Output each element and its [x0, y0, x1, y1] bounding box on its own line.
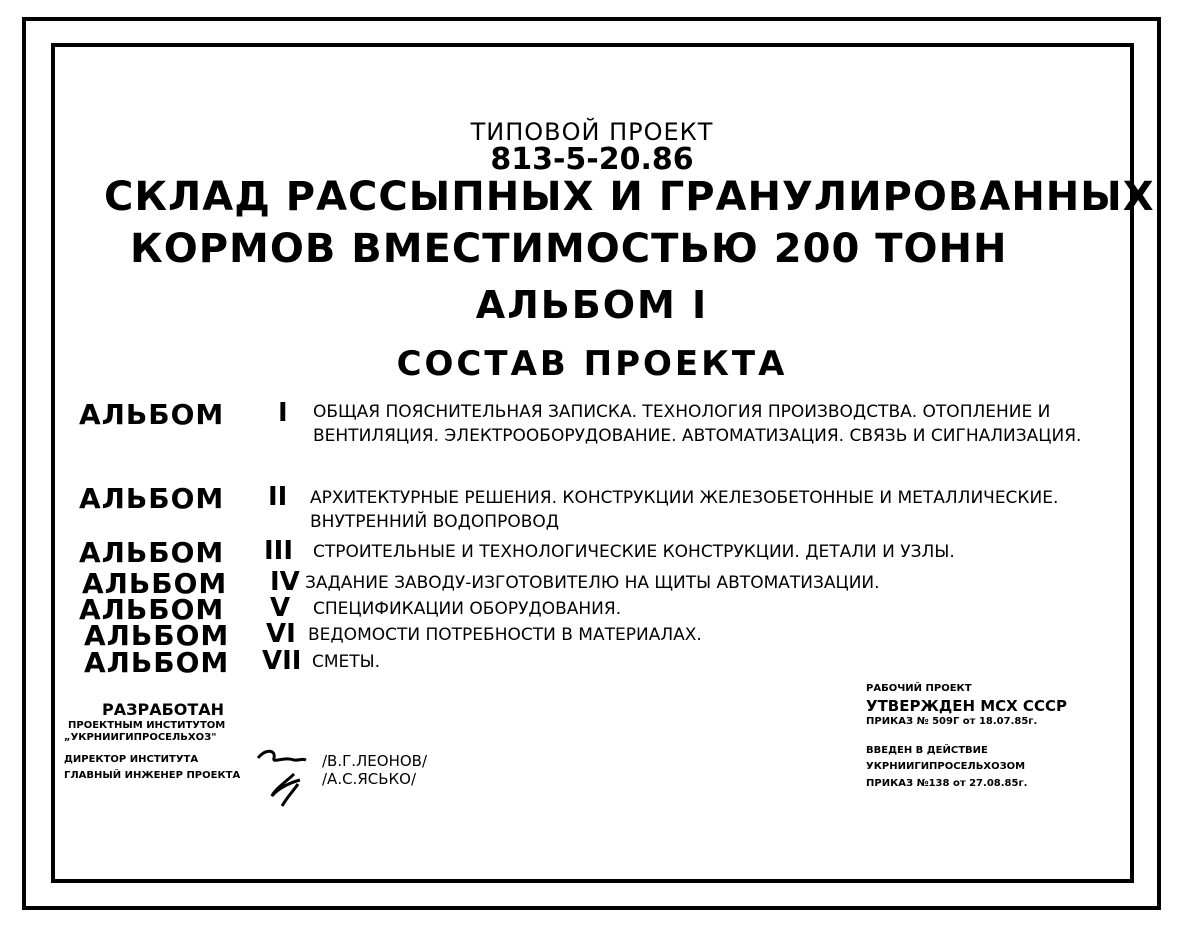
album-5-description: СПЕЦИФИКАЦИИ ОБОРУДОВАНИЯ.	[313, 599, 622, 619]
album-7-number: VII	[262, 646, 302, 676]
project-type: ТИПОВОЙ ПРОЕКТ	[470, 118, 714, 146]
approval-line-1: РАБОЧИЙ ПРОЕКТ	[866, 683, 972, 694]
album-6-label: АЛЬБОМ	[84, 619, 230, 652]
developer-institute-line1: ПРОЕКТНЫМ ИНСТИТУТОМ	[68, 720, 226, 731]
album-4-description: ЗАДАНИЕ ЗАВОДУ-ИЗГОТОВИТЕЛЮ НА ЩИТЫ АВТОМАТИЗАЦИИ.	[305, 573, 880, 593]
approval-line-2: УТВЕРЖДЕН МСХ СССР	[866, 697, 1067, 715]
album-6-number: VI	[266, 619, 296, 649]
album-1-label: АЛЬБОМ	[79, 398, 225, 431]
album-7-description: СМЕТЫ.	[312, 652, 381, 672]
album-7-label: АЛЬБОМ	[84, 646, 230, 679]
developer-institute-line2: „УКРНИИГИПРОСЕЛЬХОЗ"	[64, 732, 217, 743]
album-3-number: III	[264, 536, 294, 566]
album-2-description: АРХИТЕКТУРНЫЕ РЕШЕНИЯ. КОНСТРУКЦИИ ЖЕЛЕЗОБЕТОННЫЕ И МЕТАЛЛИЧЕСКИЕ. ВНУТРЕННИЙ ВОДОПРОВОД	[310, 488, 1059, 532]
project-number: 813-5-20.86	[490, 142, 694, 177]
chief-engineer-role: ГЛАВНЫЙ ИНЖЕНЕР ПРОЕКТА	[64, 770, 241, 781]
chief-engineer-name: /А.С.ЯСЬКО/	[322, 770, 417, 788]
director-role: ДИРЕКТОР ИНСТИТУТА	[64, 754, 199, 765]
album-heading: АЛЬБОМ I	[475, 283, 709, 327]
album-6-description: ВЕДОМОСТИ ПОТРЕБНОСТИ В МАТЕРИАЛАХ.	[308, 625, 702, 645]
album-4-label: АЛЬБОМ	[82, 567, 228, 600]
approval-line-3: ПРИКАЗ № 509Г от 18.07.85г.	[866, 716, 1038, 727]
approval-line-5: УКРНИИГИПРОСЕЛЬХОЗОМ	[866, 761, 1026, 772]
director-name: /В.Г.ЛЕОНОВ/	[322, 752, 428, 770]
section-heading: СОСТАВ ПРОЕКТА	[396, 344, 788, 384]
album-2-number: II	[268, 482, 288, 512]
title-line-1: СКЛАД РАССЫПНЫХ И ГРАНУЛИРОВАННЫХ	[104, 174, 1155, 220]
album-2-label: АЛЬБОМ	[79, 482, 225, 515]
album-1-description: ОБЩАЯ ПОЯСНИТЕЛЬНАЯ ЗАПИСКА. ТЕХНОЛОГИЯ ПРОИЗВОДСТВА. ОТОПЛЕНИЕ И ВЕНТИЛЯЦИЯ. ЭЛЕКТРООБОРУДОВАНИЕ. АВТОМАТИЗАЦИЯ. СВЯЗЬ И СИГНАЛИЗАЦИЯ.	[313, 402, 1082, 446]
album-5-number: V	[270, 593, 291, 623]
album-3-description: СТРОИТЕЛЬНЫЕ И ТЕХНОЛОГИЧЕСКИЕ КОНСТРУКЦИИ. ДЕТАЛИ И УЗЛЫ.	[313, 542, 955, 562]
album-4-number: IV	[270, 567, 300, 597]
developer-heading: РАЗРАБОТАН	[102, 700, 225, 719]
album-3-label: АЛЬБОМ	[79, 536, 225, 569]
approval-line-4: ВВЕДЕН В ДЕЙСТВИЕ	[866, 745, 988, 756]
album-5-label: АЛЬБОМ	[79, 593, 225, 626]
title-line-2: КОРМОВ ВМЕСТИМОСТЬЮ 200 ТОНН	[130, 226, 1008, 272]
approval-line-6: ПРИКАЗ №138 от 27.08.85г.	[866, 778, 1028, 789]
signatures-icon	[254, 746, 324, 816]
album-1-number: I	[278, 398, 288, 428]
